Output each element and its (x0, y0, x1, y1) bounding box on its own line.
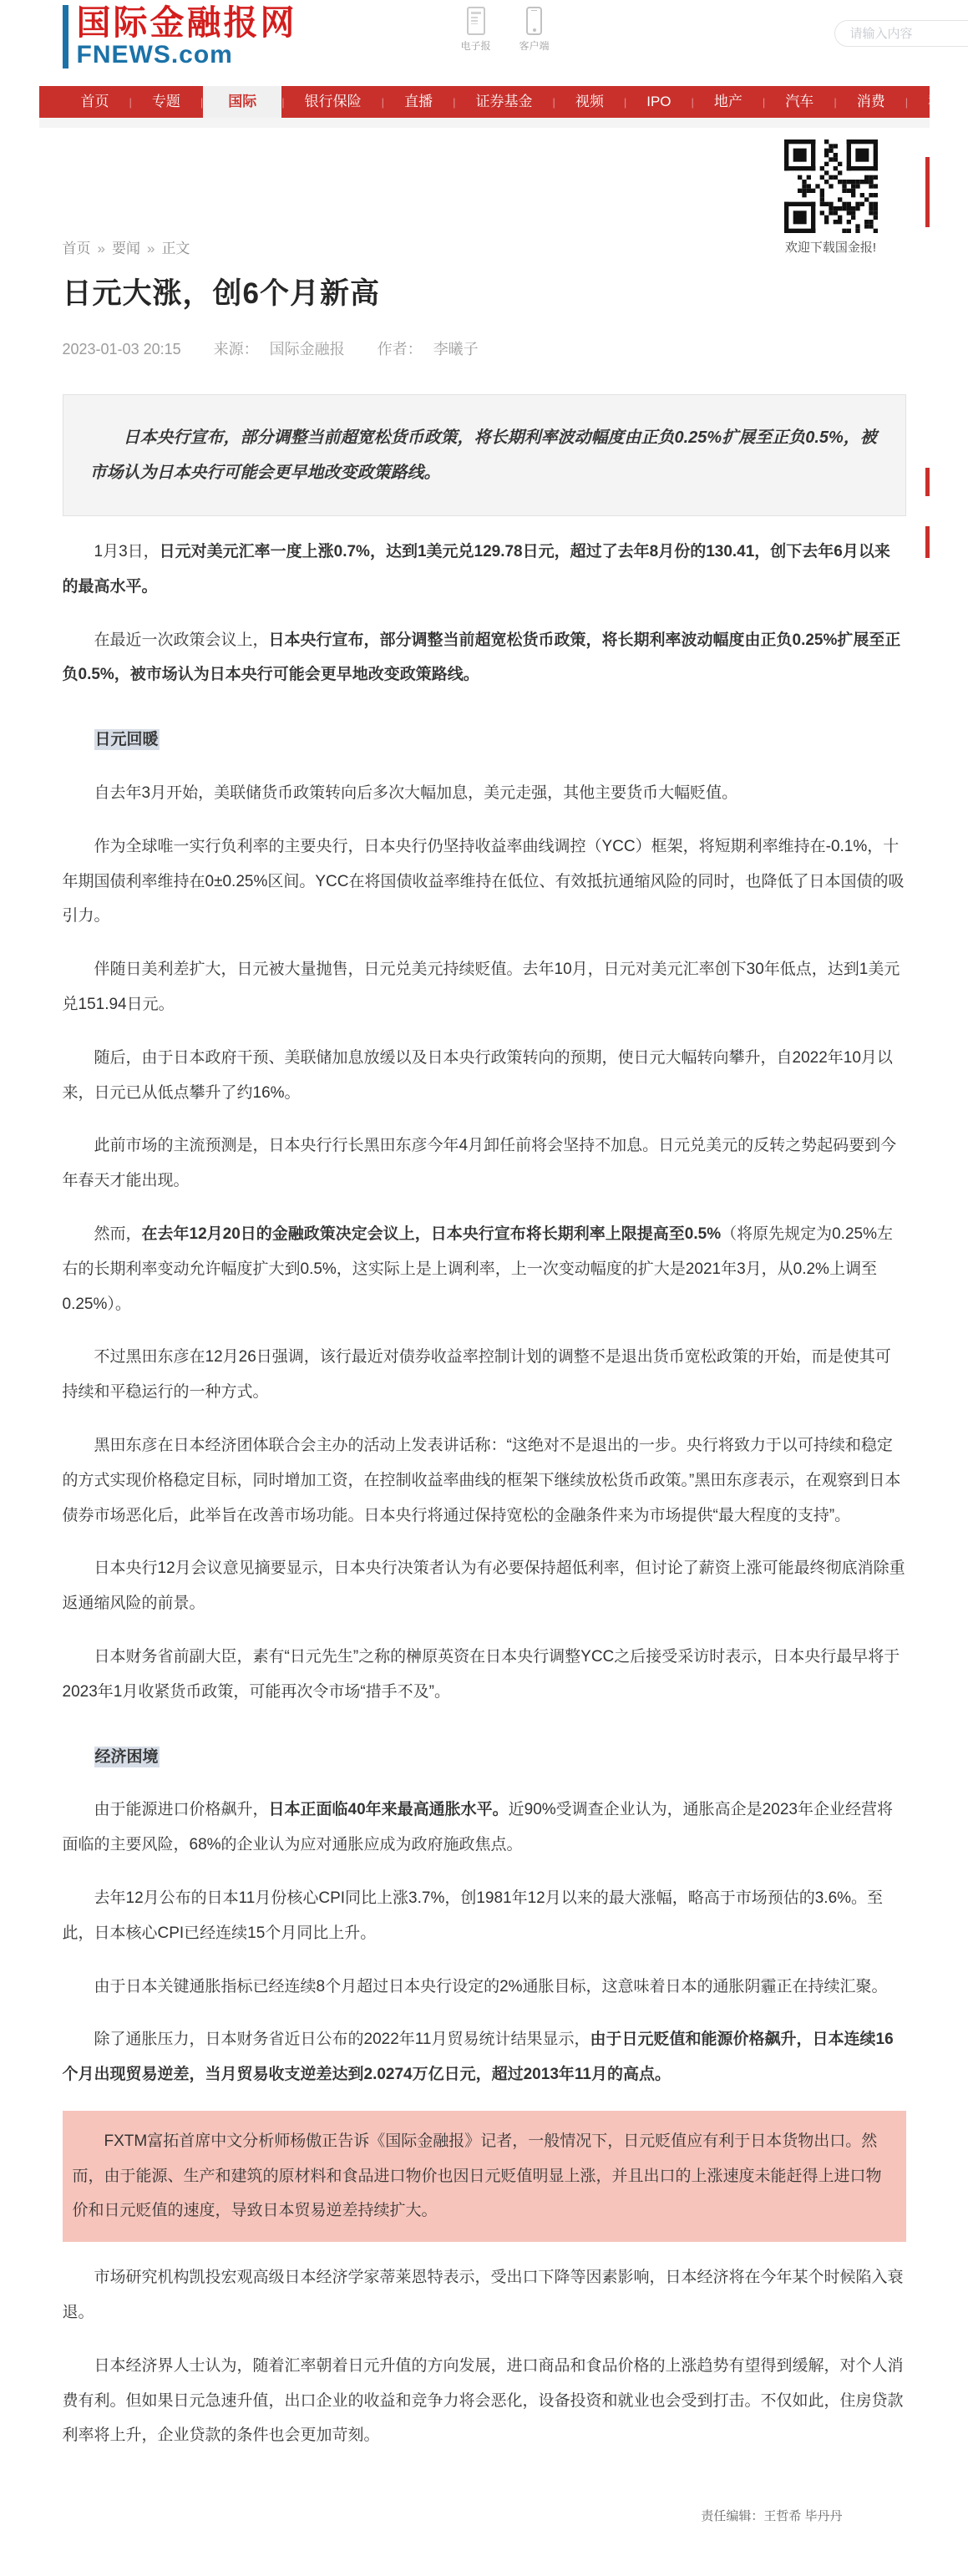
section-header-text: 经济困境 (94, 1747, 159, 1766)
nav-separator: | (200, 95, 204, 109)
nav-item-地产[interactable]: 地产 (713, 94, 742, 109)
article-paragraph: 伴随日美利差扩大，日元被大量抛售，日元兑美元持续贬值。去年10月，日元对美元汇率创下30年低点，达到1美元兑151.94日元。 (62, 961, 900, 1013)
article-paragraph: 黑田东彦在日本经济团体联合会主办的活动上发表讲话称：“这绝对不是退出的一步。央行将致力于以可持续和稳定的方式实现价格稳定目标，同时增加工资，在控制收益率曲线的框架下继续放松货币政策。”黑田东彦表示，在观察到日本债券市场恶化后，此举旨在改善市场功能。日本央行将通过保持宽松的金融条件来为市场提供“最大程度的支持”。 (62, 1436, 901, 1524)
nav-separator: | (834, 95, 837, 109)
article-paragraph: 作为全球唯一实行负利率的主要央行，日本央行仍坚持收益率曲线调控（YCC）框架，将短期利率维持在-0.1%，十年期国债利率维持在0±0.25%区间。YCC在将国债收益率维持在低位、有效抵抗通缩风险的同时，也降低了日本国债的吸引力。 (62, 837, 905, 925)
mobile-icon (526, 7, 542, 35)
nav-item-科技[interactable]: 科技 (928, 94, 957, 109)
article-paragraph: 然而，在去年12月20日的金融政策决定会议上，日本央行宣布将长期利率上限提高至0.5%（将原先规定为0.25%左右的长期利率变动允许幅度扩大到0.5%，这实际上是上调利率，上一次变动幅度的扩大是2021年3月，从0.2%上调至0.25%）。 (62, 1225, 893, 1313)
client-label: 客户端 (519, 40, 550, 52)
nav-separator: | (381, 95, 385, 109)
nav-item-消费[interactable]: 消费 (856, 94, 885, 109)
page (39, 0, 957, 2524)
page-title: 日元大涨，创6个月新高 (62, 277, 380, 310)
breadcrumb (63, 236, 190, 257)
article-paragraph: 在最近一次政策会议上，日本央行宣布，部分调整当前超宽松货币政策，将长期利率波动幅度由正负0.25%扩展至正负0.5%，被市场认为日本央行可能会更早地改变政策路线。 (62, 631, 901, 684)
client-app[interactable] (519, 7, 550, 53)
article-body (63, 535, 906, 2453)
article-paragraph: 由于日本关键通胀指标已经连续8个月超过日本央行设定的2%通胀目标，这意味着日本的通胀阴霾正在持续汇聚。 (94, 1977, 888, 1995)
nav-separator: | (129, 95, 132, 109)
nav-item-国际[interactable]: 国际 (203, 86, 281, 118)
article-paragraph: 去年12月公布的日本11月份核心CPI同比上涨3.7%，创1981年12月以来的最大涨幅，略高于市场预估的3.6%。至此，日本核心CPI已经连续15个月同比上升。 (62, 1889, 884, 1942)
article-paragraph: 除了通胀压力，日本财务省近日公布的2022年11月贸易统计结果显示，由于日元贬值和能源价格飙升，日本连续16个月出现贸易逆差，当月贸易收支逆差达到2.0274万亿日元，超过2013年11月的高点。 (62, 2031, 894, 2084)
nav-separator: | (281, 95, 285, 109)
article-summary: 日本央行宣布，部分调整当前超宽松货币政策，将长期利率波动幅度由正负0.25%扩展至正负0.5%，被市场认为日本央行可能会更早地改变政策路线。 (63, 394, 906, 516)
breadcrumb-item-首页[interactable]: 首页 (62, 241, 91, 256)
article-paragraph: 市场研究机构凯投宏观高级日本经济学家蒂莱恩特表示，受出口下降等因素影响，日本经济将在今年某个时候陷入衰退。 (62, 2269, 904, 2322)
nav-item-证券基金[interactable]: 证券基金 (475, 94, 533, 109)
article-source: 国际金融报 (269, 341, 345, 357)
article-paragraph: 此前市场的主流预测是，日本央行行长黑田东彦今年4月卸任前将会坚持不加息。日元兑美元的反转之势起码要到今年春天才能出现。 (62, 1137, 897, 1190)
epaper-label: 电子报 (460, 40, 491, 52)
epaper-icon (467, 7, 485, 35)
article-paragraph: 不过黑田东彦在12月26日强调，该行最近对债券收益率控制计划的调整不是退出货币宽松政策的开始，而是使其可持续和平稳运行的一种方式。 (62, 1348, 891, 1402)
nav-separator: | (623, 95, 627, 109)
qr-caption: 欢迎下载国金报! (784, 241, 877, 255)
breadcrumb-separator: » (97, 241, 105, 256)
qr-code (784, 139, 878, 233)
nav-separator: | (453, 95, 456, 109)
article-paragraph: 日本央行12月会议意见摘要显示，日本央行决策者认为有必要保持超低利率，但讨论了薪资上涨可能最终彻底消除重返通缩风险的前景。 (62, 1559, 905, 1613)
nav-item-汽车[interactable]: 汽车 (785, 94, 814, 109)
logo-en-text: FNEWS.com (76, 41, 233, 69)
floating-widget-sliver (925, 157, 930, 227)
breadcrumb-separator: » (146, 241, 155, 256)
breadcrumb-item-正文: 正文 (161, 241, 190, 256)
site-header (39, 0, 930, 86)
author-label: 作者： (377, 341, 423, 357)
nav-separator: | (762, 95, 766, 109)
article-paragraph: 日本经济界人士认为，随着汇率朝着日元升值的方向发展，进口商品和食品价格的上涨趋势有望得到缓解，对个人消费有利。但如果日元急速升值，出口企业的收益和竞争力将会恶化，设备投资和就业也会受到打击。不仅如此，住房贷款利率将上升，企业贷款的条件也会更加苛刻。 (62, 2356, 904, 2445)
floating-widget-sliver (925, 526, 930, 558)
article-date: 2023-01-03 20:15 (62, 341, 181, 357)
article-paragraph: 1月3日，日元对美元汇率一度上涨0.7%，达到1美元兑129.78日元，超过了去年8月份的130.41，创下去年6月以来的最高水平。 (62, 543, 890, 596)
section-header-text: 日元回暖 (94, 731, 159, 749)
nav-item-直播[interactable]: 直播 (404, 94, 433, 109)
nav-separator: | (552, 95, 555, 109)
article-author: 李曦子 (433, 341, 479, 357)
nav-item-银行保险[interactable]: 银行保险 (304, 94, 362, 109)
site-logo[interactable] (63, 5, 297, 68)
search-input[interactable] (834, 20, 968, 47)
nav (39, 86, 957, 118)
nav-item-首页[interactable]: 首页 (80, 94, 109, 109)
article-paragraph: 日本财务省前副大臣，素有“日元先生”之称的榊原英资在日本央行调整YCC之后接受采访时表示，日本央行最早将于2023年1月收紧货币政策，可能再次令市场“措手不及”。 (62, 1647, 900, 1701)
highlighted-paragraph: FXTM富拓首席中文分析师杨傲正告诉《国际金融报》记者，一般情况下，日元贬值应有利于日本货物出口。然而，由于能源、生产和建筑的原材料和食品进口物价也因日元贬值明显上涨，并且出口的上涨速度未能赶得上进口物价和日元贬值的速度，导致日本贸易逆差持续扩大。 (63, 2111, 906, 2242)
nav-item-IPO[interactable]: IPO (646, 94, 672, 109)
article-meta (63, 337, 906, 359)
floating-widget-sliver (925, 468, 930, 496)
section-header (63, 723, 906, 758)
breadcrumb-item-要闻[interactable]: 要闻 (111, 241, 140, 256)
nav-item-专题[interactable]: 专题 (151, 94, 180, 109)
nav-separator: | (691, 95, 694, 109)
logo-bar (63, 5, 68, 68)
breadcrumb-row (39, 128, 930, 266)
header-apps (461, 7, 550, 53)
divider-strip (39, 118, 930, 128)
logo-cn-text: 国际金融报网 (76, 3, 297, 42)
source-label: 来源： (213, 341, 259, 357)
qr-block (776, 139, 886, 256)
article-paragraph: 随后，由于日本政府干预、美联储加息放缓以及日本央行政策转向的预期，使日元大幅转向攀升，自2022年10月以来，日元已从低点攀升了约16%。 (62, 1048, 893, 1102)
nav-separator: | (905, 95, 909, 109)
article-paragraph: 由于能源进口价格飙升，日本正面临40年来最高通胀水平。近90%受调查企业认为，通胀高企是2023年企业经营将面临的主要风险，68%的企业认为应对通胀应成为政府施政焦点。 (62, 1801, 893, 1854)
epaper-app[interactable] (461, 7, 491, 53)
nav-item-视频[interactable]: 视频 (575, 94, 604, 109)
article-paragraph: 自去年3月开始，美联储货币政策转向后多次大幅加息，美元走强，其他主要货币大幅贬值。 (94, 783, 738, 802)
editors-line: 责任编辑：王哲希 毕丹丹 (701, 2509, 843, 2524)
section-header (63, 1740, 906, 1775)
